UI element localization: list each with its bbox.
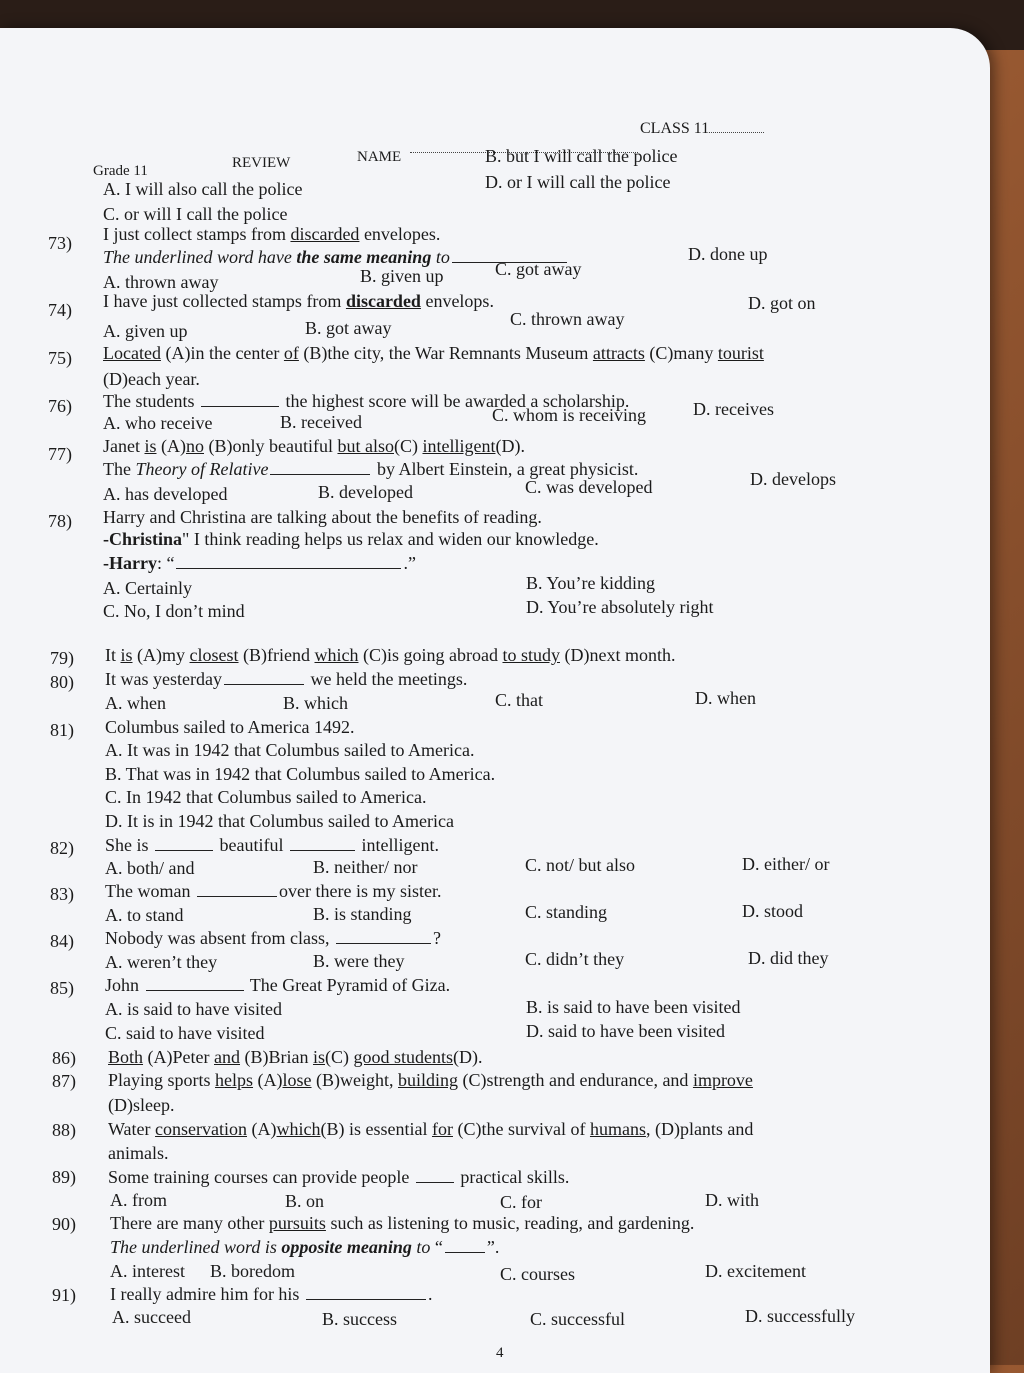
question-number: 83): [50, 884, 74, 904]
option-c: C. was developed: [525, 477, 653, 497]
question-number: 88): [52, 1120, 76, 1140]
question-stem: Janet is (A)no (B)only beautiful but also(C) intelligent(D).: [103, 436, 525, 456]
option-c: C. or will I call the police: [103, 204, 288, 224]
question-number: 90): [52, 1214, 76, 1234]
option-b: B. You’re kidding: [526, 573, 656, 593]
option-d: D. stood: [742, 901, 804, 921]
option-c: C. standing: [525, 902, 608, 922]
option-d: D. got on: [748, 293, 816, 313]
option-d: D. did they: [748, 948, 829, 968]
option-b: B. were they: [313, 951, 405, 971]
option-a: A. I will also call the police: [103, 179, 303, 199]
grade-label: Grade 11: [93, 163, 148, 179]
option-d: D. done up: [688, 244, 768, 264]
question-number: 82): [50, 838, 74, 858]
option-c: C. successful: [530, 1309, 625, 1329]
question-stem: Nobody was absent from class, ?: [105, 928, 441, 948]
option-c: C. courses: [500, 1264, 575, 1284]
question-stem-cont: (D)sleep.: [108, 1095, 175, 1115]
option-a: A. has developed: [103, 484, 228, 504]
question-instruction: The underlined word have the same meaning to: [103, 246, 569, 268]
option-d: D. successfully: [745, 1306, 855, 1326]
option-a: A. It was in 1942 that Columbus sailed to America.: [105, 740, 475, 760]
question-stem: I have just collected stamps from discarded envelops.: [103, 291, 494, 311]
question-number: 75): [48, 348, 72, 368]
question-number: 74): [48, 300, 72, 320]
option-b: B. got away: [305, 318, 392, 338]
dialogue-harry: -Harry: “ .”: [103, 553, 416, 573]
question-stem: Some training courses can provide people practical skills.: [108, 1167, 570, 1187]
option-a: A. succeed: [112, 1307, 191, 1327]
question-number: 86): [52, 1048, 76, 1068]
option-d: D. with: [705, 1190, 759, 1210]
question-stem: Located (A)in the center of (B)the city, the War Remnants Museum attracts (C)many tourist: [103, 343, 764, 363]
option-d: D. receives: [693, 399, 774, 419]
option-b: B. but I will call the police: [485, 146, 678, 166]
question-number: 76): [48, 396, 72, 416]
option-d: D. either/ or: [742, 854, 830, 874]
option-c: C. No, I don’t mind: [103, 601, 245, 621]
option-c: C. whom is receiving: [492, 405, 646, 425]
question-number: 87): [52, 1071, 76, 1091]
question-stem: I just collect stamps from discarded envelopes.: [103, 224, 441, 244]
option-a: A. from: [110, 1190, 167, 1210]
question-number: 89): [52, 1167, 76, 1187]
worksheet-page: [0, 28, 990, 1373]
question-stem-cont: (D)each year.: [103, 369, 200, 389]
review-label: REVIEW: [232, 155, 291, 171]
question-number: 84): [50, 931, 74, 951]
option-a: A. to stand: [105, 905, 184, 925]
option-a: A. who receive: [103, 413, 213, 433]
question-stem: I really admire him for his .: [110, 1284, 433, 1304]
question-stem: Columbus sailed to America 1492.: [105, 717, 355, 737]
option-b: B. received: [280, 412, 362, 432]
option-a: A. weren’t they: [105, 952, 218, 972]
option-c: C. didn’t they: [525, 949, 625, 969]
option-c: C. In 1942 that Columbus sailed to America.: [105, 787, 427, 807]
question-stem: Both (A)Peter and (B)Brian is(C) good students(D).: [108, 1047, 483, 1067]
option-c: C. thrown away: [510, 309, 625, 329]
option-a: A. when: [105, 693, 166, 713]
option-a: A. Certainly: [103, 578, 192, 598]
class-label: CLASS 11: [640, 118, 764, 140]
option-b: B. on: [285, 1191, 325, 1211]
option-b: B. given up: [360, 266, 444, 286]
option-d: D. or I will call the police: [485, 172, 671, 192]
option-b: B. is said to have been visited: [526, 997, 741, 1017]
option-b: B. is standing: [313, 904, 412, 924]
option-c: C. not/ but also: [525, 855, 636, 875]
question-stem-cont: animals.: [108, 1143, 169, 1163]
option-c: C. for: [500, 1192, 542, 1212]
option-b: B. neither/ nor: [313, 857, 418, 877]
option-b: B. boredom: [210, 1261, 295, 1281]
option-b: B. developed: [318, 482, 413, 502]
question-stem: Water conservation (A)which(B) is essential for (C)the survival of humans, (D)plants and: [108, 1119, 754, 1139]
question-stem: Playing sports helps (A)lose (B)weight, building (C)strength and endurance, and improve: [108, 1070, 753, 1090]
option-d: D. excitement: [705, 1261, 806, 1281]
question-stem: The woman over there is my sister.: [105, 881, 442, 901]
question-number: 91): [52, 1285, 76, 1305]
question-stem: She is beautiful intelligent.: [105, 835, 439, 855]
option-c: C. got away: [495, 259, 582, 279]
name-label: NAME: [357, 149, 402, 165]
question-number: 79): [50, 648, 74, 668]
option-d: D. It is in 1942 that Columbus sailed to America: [105, 811, 454, 831]
option-c: C. that: [495, 690, 543, 710]
option-c: C. said to have visited: [105, 1023, 265, 1043]
option-d: D. when: [695, 688, 756, 708]
option-a: A. is said to have visited: [105, 999, 282, 1019]
option-d: D. develops: [750, 469, 836, 489]
dialogue-christina: -Christina" I think reading helps us relax and widen our knowledge.: [103, 529, 599, 549]
question-stem: The students the highest score will be awarded a scholarship.: [103, 391, 630, 411]
question-stem: Harry and Christina are talking about the benefits of reading.: [103, 507, 542, 527]
option-a: A. thrown away: [103, 272, 219, 292]
question-stem: It is (A)my closest (B)friend which (C)is going abroad to study (D)next month.: [105, 645, 676, 665]
question-number: 80): [50, 672, 74, 692]
question-number: 73): [48, 233, 72, 253]
question-stem: It was yesterday we held the meetings.: [105, 669, 468, 689]
question-number: 78): [48, 511, 72, 531]
question-instruction: The underlined word is opposite meaning to “ ”.: [110, 1237, 500, 1257]
question-number: 77): [48, 444, 72, 464]
option-a: A. both/ and: [105, 858, 195, 878]
question-stem-2: The Theory of Relative by Albert Einstein, a great physicist.: [103, 459, 639, 479]
option-a: A. given up: [103, 321, 188, 341]
option-b: B. which: [283, 693, 348, 713]
question-number: 85): [50, 978, 74, 998]
question-number: 81): [50, 720, 74, 740]
question-stem: John The Great Pyramid of Giza.: [105, 975, 451, 995]
question-stem: There are many other pursuits such as listening to music, reading, and gardening.: [110, 1213, 695, 1233]
page-number: 4: [496, 1345, 504, 1361]
option-a: A. interest: [110, 1261, 185, 1281]
option-d: D. said to have been visited: [526, 1021, 725, 1041]
option-d: D. You’re absolutely right: [526, 597, 714, 617]
option-b: B. success: [322, 1309, 397, 1329]
option-b: B. That was in 1942 that Columbus sailed to America.: [105, 764, 496, 784]
